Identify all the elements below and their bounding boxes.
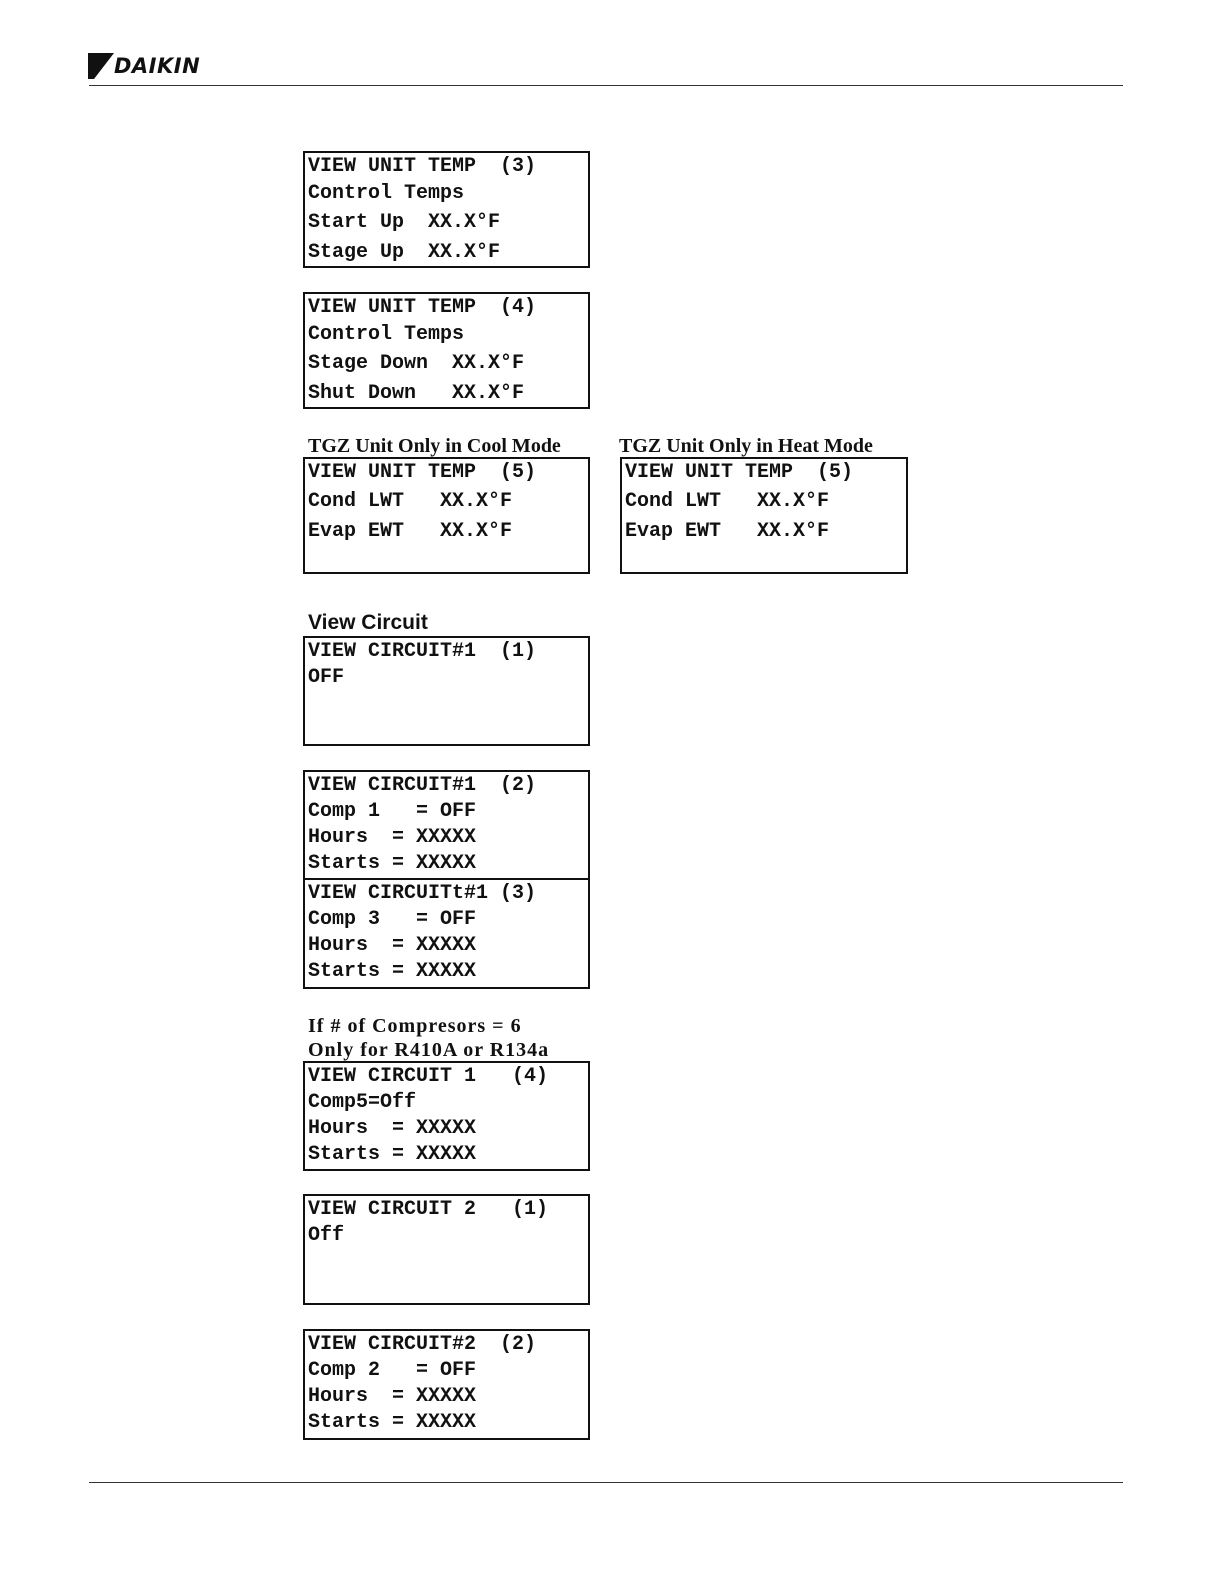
screen-line: VIEW CIRCUIT 2 (1) (308, 1198, 549, 1221)
screen-line: Starts = XXXXX (308, 852, 477, 875)
caption-cool-mode: TGZ Unit Only in Cool Mode (308, 435, 561, 457)
screen-line: Hours = XXXXX (308, 1117, 477, 1140)
screen-line: VIEW CIRCUIT#1 (1) (308, 640, 537, 663)
daikin-logo (88, 53, 200, 79)
screen-unit-temp-5-cool (303, 457, 590, 574)
screen-line: VIEW CIRCUIT#2 (2) (308, 1333, 537, 1356)
screen-line: Cond LWT XX.X°F (625, 490, 830, 513)
screen-line: Stage Down XX.X°F (308, 352, 525, 375)
screen-unit-temp-3 (303, 151, 590, 268)
screen-line: Stage Up XX.X°F (308, 241, 501, 264)
caption-compressors-count: If # of Compresors = 6 (308, 1015, 522, 1037)
screen-line: VIEW CIRCUITt#1 (3) (308, 882, 537, 905)
screen-line: Starts = XXXXX (308, 960, 477, 983)
screen-line: Comp5=Off (308, 1091, 417, 1114)
screen-circuit1-1 (303, 636, 590, 746)
screen-line: Off (308, 1224, 345, 1247)
screen-unit-temp-5-heat (620, 457, 908, 574)
screen-line: VIEW CIRCUIT 1 (4) (308, 1065, 549, 1088)
brand-name: DAIKIN (114, 54, 201, 78)
screen-line: Hours = XXXXX (308, 826, 477, 849)
screen-line: Start Up XX.X°F (308, 211, 501, 234)
screen-circuit1-3 (303, 878, 590, 989)
screen-line: Control Temps (308, 323, 465, 346)
screen-line: VIEW CIRCUIT#1 (2) (308, 774, 537, 797)
screen-line: OFF (308, 666, 345, 689)
footer-rule (89, 1482, 1123, 1483)
screen-line: Evap EWT XX.X°F (625, 520, 830, 543)
screen-line: Comp 3 = OFF (308, 908, 477, 931)
screen-line: Hours = XXXXX (308, 934, 477, 957)
header-rule (89, 85, 1123, 86)
screen-unit-temp-4 (303, 292, 590, 409)
section-title-view-circuit: View Circuit (308, 611, 428, 634)
screen-line: VIEW UNIT TEMP (3) (308, 155, 537, 178)
screen-line: Starts = XXXXX (308, 1411, 477, 1434)
screen-line: Starts = XXXXX (308, 1143, 477, 1166)
screen-line: Cond LWT XX.X°F (308, 490, 513, 513)
screen-circuit1-4 (303, 1061, 590, 1171)
screen-line: VIEW UNIT TEMP (4) (308, 296, 537, 319)
screen-line: Comp 2 = OFF (308, 1359, 477, 1382)
screen-line: Hours = XXXXX (308, 1385, 477, 1408)
screen-line: Control Temps (308, 182, 465, 205)
screen-line: Evap EWT XX.X°F (308, 520, 513, 543)
screen-line: Shut Down XX.X°F (308, 382, 525, 405)
screen-circuit1-2 (303, 770, 590, 881)
caption-heat-mode: TGZ Unit Only in Heat Mode (619, 435, 873, 457)
caption-refrigerant: Only for R410A or R134a (308, 1039, 550, 1061)
screen-line: VIEW UNIT TEMP (5) (308, 461, 537, 484)
screen-line: Comp 1 = OFF (308, 800, 477, 823)
screen-circuit2-1 (303, 1194, 590, 1305)
screen-line: VIEW UNIT TEMP (5) (625, 461, 854, 484)
daikin-logo-icon (88, 53, 114, 79)
screen-circuit2-2 (303, 1329, 590, 1440)
